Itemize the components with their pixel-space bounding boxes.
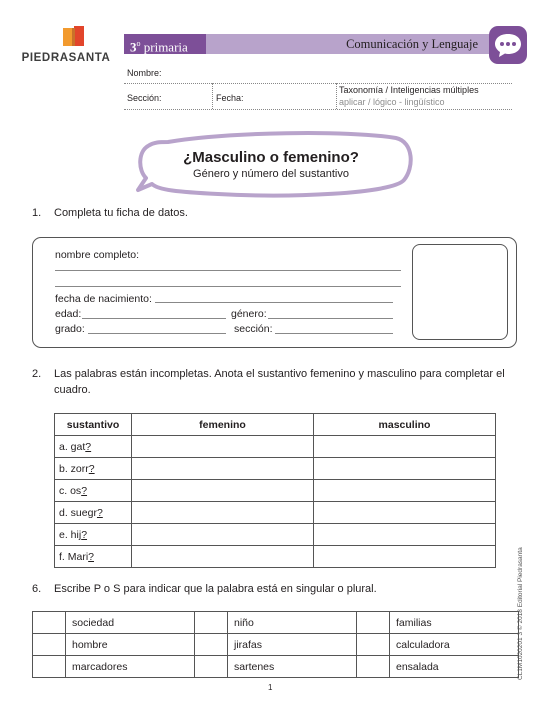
- answer-cell[interactable]: [357, 634, 390, 656]
- table-row: [55, 546, 496, 568]
- book-logo-icon: [63, 26, 85, 48]
- feminine-cell[interactable]: [132, 502, 314, 524]
- gender-table: [54, 413, 496, 568]
- section-field-label: sección:: [234, 323, 273, 335]
- header-divider: [336, 83, 337, 109]
- table-row: [55, 458, 496, 480]
- age-label: edad:: [55, 308, 82, 320]
- header-divider: [124, 83, 512, 84]
- masculine-cell[interactable]: [314, 524, 496, 546]
- photo-box[interactable]: [412, 244, 508, 340]
- column-header: femenino: [132, 414, 314, 436]
- noun-cell: b. zorr?: [55, 458, 132, 480]
- feminine-cell[interactable]: [132, 524, 314, 546]
- question-1: 1. Completa tu ficha de datos.: [32, 207, 188, 219]
- word-cell: marcadores: [66, 656, 195, 678]
- answer-cell[interactable]: [357, 612, 390, 634]
- copyright-note: CL1M1020201 3 © 2018 Editorial Piedrasanta: [517, 547, 524, 680]
- word-cell: niño: [228, 612, 357, 634]
- answer-cell[interactable]: [195, 634, 228, 656]
- answer-cell[interactable]: [195, 612, 228, 634]
- page-number: 1: [268, 683, 273, 692]
- feminine-cell[interactable]: [132, 480, 314, 502]
- header-divider: [212, 83, 213, 109]
- chat-bubble-icon: [489, 26, 527, 64]
- taxonomy-values: aplicar / lógico - lingüístico: [339, 97, 445, 107]
- masculine-cell[interactable]: [314, 436, 496, 458]
- birth-date-line[interactable]: [155, 302, 393, 303]
- full-name-line[interactable]: [55, 286, 401, 287]
- section-line[interactable]: [275, 333, 393, 334]
- section-label: Sección:: [127, 93, 162, 103]
- table-row: [33, 612, 519, 634]
- word-cell: ensalada: [390, 656, 519, 678]
- page-title: ¿Masculino o femenino?: [183, 149, 359, 166]
- date-label: Fecha:: [216, 93, 244, 103]
- column-header: masculino: [314, 414, 496, 436]
- grade-field-label: grado:: [55, 323, 85, 335]
- publisher-logo: [10, 26, 122, 66]
- answer-cell[interactable]: [195, 656, 228, 678]
- table-row: [55, 524, 496, 546]
- feminine-cell[interactable]: [132, 436, 314, 458]
- grade-line[interactable]: [88, 333, 226, 334]
- column-header: sustantivo: [55, 414, 132, 436]
- table-row: [55, 436, 496, 458]
- word-cell: familias: [390, 612, 519, 634]
- noun-cell: a. gat?: [55, 436, 132, 458]
- feminine-cell[interactable]: [132, 458, 314, 480]
- table-row: [55, 502, 496, 524]
- noun-cell: d. suegr?: [55, 502, 132, 524]
- full-name-line[interactable]: [55, 270, 401, 271]
- answer-cell[interactable]: [33, 656, 66, 678]
- masculine-cell[interactable]: [314, 458, 496, 480]
- age-line[interactable]: [82, 318, 226, 319]
- grade-label: 3$^o$ primaria: [124, 34, 206, 54]
- noun-cell: e. hij?: [55, 524, 132, 546]
- full-name-label: nombre completo:: [55, 249, 140, 261]
- word-cell: sartenes: [228, 656, 357, 678]
- masculine-cell[interactable]: [314, 480, 496, 502]
- word-cell: sociedad: [66, 612, 195, 634]
- taxonomy-label: Taxonomía / Inteligencias múltiples: [339, 85, 479, 95]
- name-label: Nombre:: [127, 68, 162, 78]
- word-cell: hombre: [66, 634, 195, 656]
- table-row: [55, 480, 496, 502]
- question-2: 2. Las palabras están incompletas. Anota el sustantivo femenino y masculino para completar el cuadro.: [32, 368, 505, 396]
- answer-cell[interactable]: [357, 656, 390, 678]
- page-subtitle: Género y número del sustantivo: [193, 168, 349, 180]
- answer-cell[interactable]: [33, 612, 66, 634]
- answer-cell[interactable]: [33, 634, 66, 656]
- brand-name: PIEDRASANTA: [21, 52, 111, 64]
- masculine-cell[interactable]: [314, 502, 496, 524]
- question-6: 6. Escribe P o S para indicar que la palabra está en singular o plural.: [32, 583, 377, 595]
- singular-plural-table: [32, 611, 519, 678]
- table-row: [33, 634, 519, 656]
- masculine-cell[interactable]: [314, 546, 496, 568]
- table-row: [33, 656, 519, 678]
- word-cell: jirafas: [228, 634, 357, 656]
- header-divider: [124, 109, 512, 110]
- gender-line[interactable]: [268, 318, 393, 319]
- gender-label: género:: [231, 308, 267, 320]
- noun-cell: c. os?: [55, 480, 132, 502]
- noun-cell: f. Mari?: [55, 546, 132, 568]
- feminine-cell[interactable]: [132, 546, 314, 568]
- word-cell: calculadora: [390, 634, 519, 656]
- subject-label: Comunicación y Lenguaje: [346, 37, 478, 51]
- birth-date-label: fecha de nacimiento:: [55, 293, 152, 305]
